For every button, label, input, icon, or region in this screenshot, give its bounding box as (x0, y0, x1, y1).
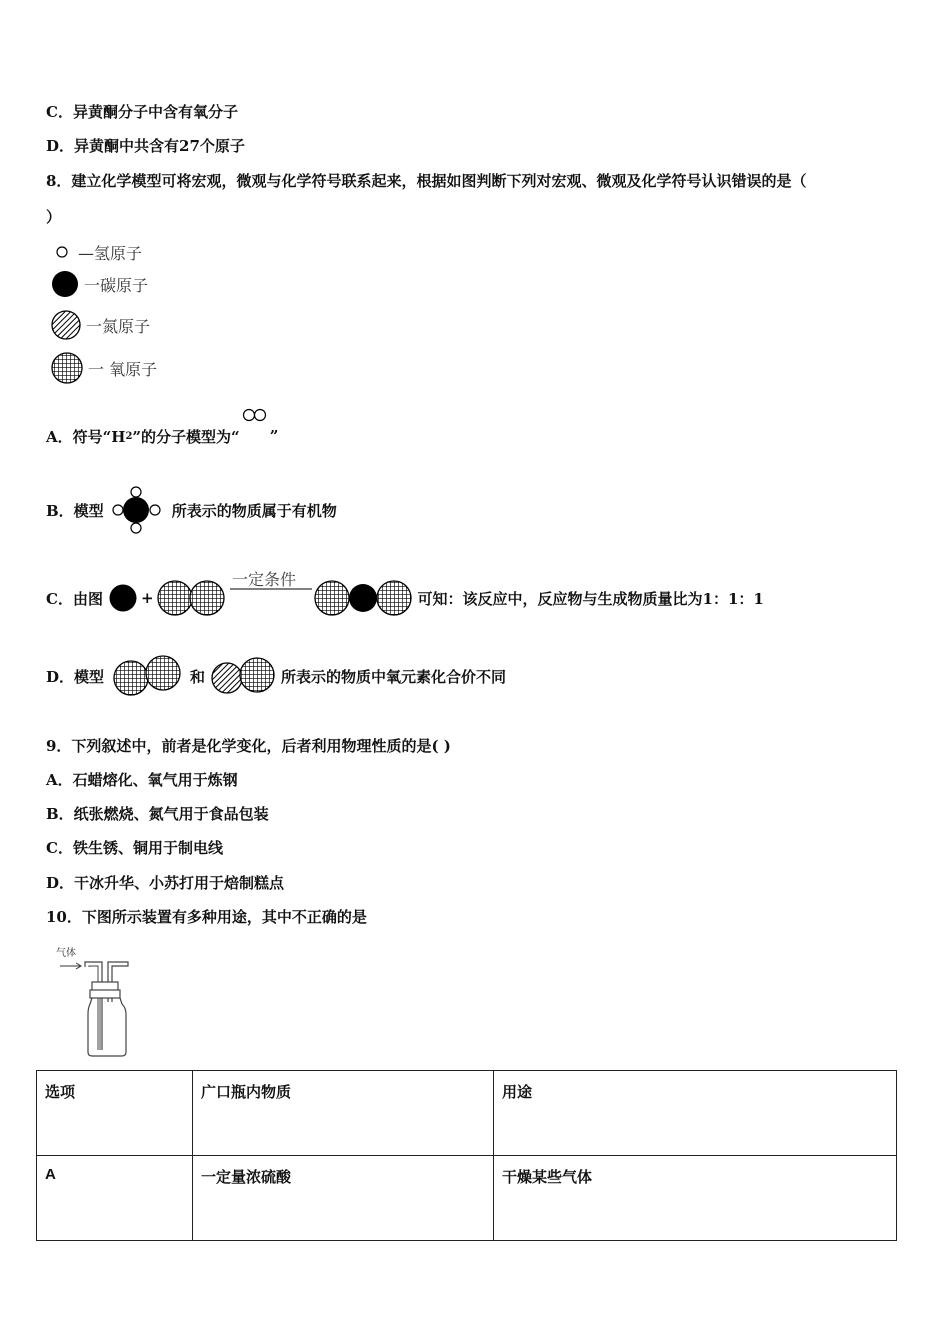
table-header-cell: 用途 (494, 1071, 897, 1156)
question-10-text: 10．下图所示装置有多种用途，其中不正确的是 (46, 908, 367, 926)
table-header-cell: 广口瓶内物质 (193, 1071, 494, 1156)
legend-nitrogen (50, 309, 150, 341)
table-cell: 干燥某些气体 (494, 1156, 897, 1241)
reaction-arrow (228, 583, 314, 595)
no-model-icon (209, 654, 277, 698)
table-header-cell: 选项 (37, 1071, 193, 1156)
hydrogen-atom-icon (50, 240, 74, 264)
methane-molecule-icon (110, 485, 166, 535)
option-d-prev: D．异黄酮中共含有27个原子 (46, 137, 245, 155)
question-8-text: 8．建立化学模型可将宏观，微观与化学符号联系起来，根据如图判断下列对宏观、微观及化学符号认识错误的是（ (46, 172, 807, 190)
legend-carbon (50, 269, 148, 299)
legend-carbon-label: 一碳原子 (84, 275, 149, 295)
legend-hydrogen (50, 240, 142, 264)
question-8-close: ） (46, 208, 62, 226)
legend-oxygen-label: 一 氧原子 (88, 359, 158, 379)
option-8c: C．由图 + 可知：该反应中，反应物与生成物质量比为1：1：1 (46, 578, 764, 618)
table-header-row (37, 1071, 897, 1156)
option-9c: C．铁生锈、铜用于制电线 (46, 839, 223, 857)
oxygen-atom-icon (50, 351, 84, 385)
carbon-atom-reactant-icon (107, 582, 139, 614)
h2-molecule-icon (240, 407, 270, 447)
options-table (36, 1070, 897, 1241)
gas-label: 气体 (56, 948, 76, 959)
co2-molecule-icon (314, 578, 414, 618)
table-row (37, 1156, 897, 1241)
option-8d: D．模型 和 所表示的物质中氧元素化合价不同 (46, 654, 506, 698)
table-cell: A (37, 1156, 193, 1241)
option-8a: A．符号“H 2 ”的分子模型为“ ” (46, 425, 278, 447)
carbon-atom-icon (50, 269, 80, 299)
reaction-condition: 一定条件 (232, 570, 297, 589)
o2-molecule-icon (156, 578, 228, 618)
legend-oxygen (50, 351, 157, 385)
option-9a: A．石蜡熔化、氧气用于炼钢 (46, 771, 238, 789)
gas-bottle-apparatus (50, 942, 150, 1060)
option-9b: B．纸张燃烧、氮气用于食品包装 (46, 805, 269, 823)
legend-hydrogen-label: —氢原子 (78, 243, 143, 263)
legend-nitrogen-label: 一氮原子 (86, 316, 151, 336)
option-8b: B．模型 所表示的物质属于有机物 (46, 485, 337, 535)
o2-model-icon (112, 654, 186, 698)
table-cell: 一定量浓硫酸 (193, 1156, 494, 1241)
option-c-prev: C．异黄酮分子中含有氧分子 (46, 103, 238, 121)
question-9-text: 9．下列叙述中，前者是化学变化，后者利用物理性质的是( ) (46, 737, 451, 755)
nitrogen-atom-icon (50, 309, 82, 341)
option-9d: D．干冰升华、小苏打用于焙制糕点 (46, 874, 285, 892)
